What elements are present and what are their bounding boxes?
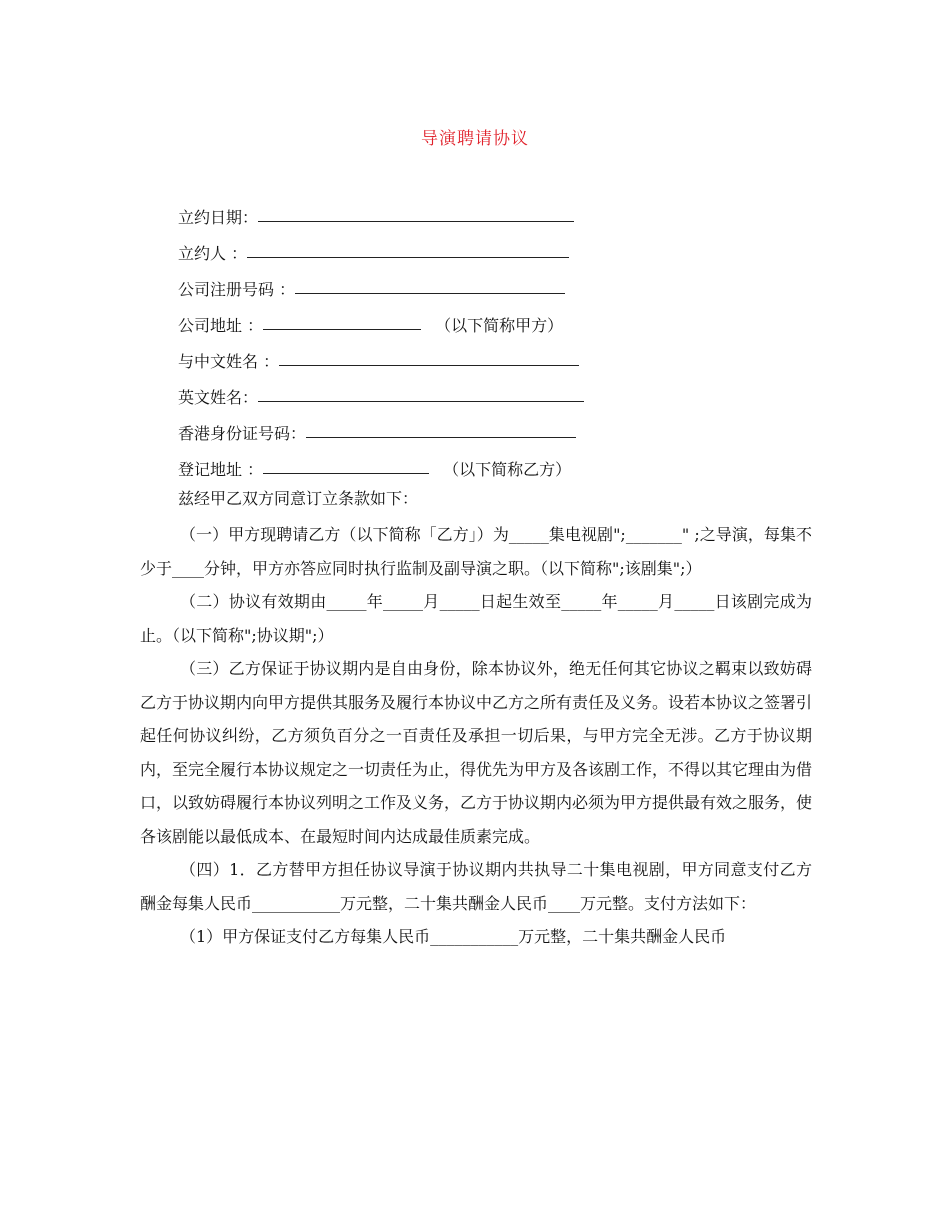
field-sign-date xyxy=(178,192,818,228)
intro-text: 兹经甲乙双方同意订立条款如下： xyxy=(178,489,419,508)
field-company-address xyxy=(178,300,818,336)
field-label: 公司注册号码 ： xyxy=(178,280,296,299)
blank-line[interactable] xyxy=(258,400,584,402)
party-info-fields xyxy=(178,192,818,480)
clause-3: （三）乙方保证于协议期内是自由身份，除本协议外，绝无任何其它协议之羁束以致妨碍乙方于协议期内向甲方提供其服务及履行本协议中乙方之所有责任及义务。设若本协议之签署引起任何协议纠纷，乙方须负百分之一百责任及承担一切后果，与甲方完全无涉。乙方于协议期内，至完全履行本协议规定之一切责任为止，得优先为甲方及各该剧工作，不得以其它理由为借口，以致妨碍履行本协议列明之工作及义务，乙方于协议期内必须为甲方提供最有效之服务，使各该剧能以最低成本、在最短时间内达成最佳质素完成。 xyxy=(140,659,813,846)
blank-line[interactable] xyxy=(279,364,579,366)
field-label: 登记地址 ： xyxy=(178,460,264,479)
field-registered-address xyxy=(178,444,818,480)
blank-line[interactable] xyxy=(247,256,569,258)
clause-4: （四）1．乙方替甲方担任协议导演于协议期内共执导二十集电视剧，甲方同意支付乙方酬金每集人民币___________万元整，二十集共酬金人民币____万元整。支付方法如下： xyxy=(140,860,812,913)
field-label: 立约日期： xyxy=(178,208,259,227)
field-suffix: （以下简称甲方） xyxy=(435,316,564,335)
field-english-name xyxy=(178,372,818,408)
field-suffix: （以下简称乙方） xyxy=(443,460,572,479)
field-label: 英文姓名： xyxy=(178,388,259,407)
agreement-body xyxy=(140,489,813,954)
blank-line[interactable] xyxy=(295,292,565,294)
field-chinese-name xyxy=(178,336,818,372)
field-label: 香港身份证号码： xyxy=(178,424,307,443)
blank-line[interactable] xyxy=(263,472,429,474)
blank-line[interactable] xyxy=(258,220,574,222)
clause-4-1: （1）甲方保证支付乙方每集人民币___________万元整，二十集共酬金人民币 xyxy=(180,927,727,946)
field-label: 公司地址 ： xyxy=(178,316,264,335)
document-title: 导演聘请协议 xyxy=(421,129,529,149)
field-hk-id xyxy=(178,408,818,444)
field-company-reg-no xyxy=(178,264,818,300)
clause-2: （二）协议有效期由_____年_____月_____日起生效至_____年_____月_____日该剧完成为止。（以下简称";协议期";） xyxy=(140,592,812,645)
field-label: 立约人 ： xyxy=(178,244,248,263)
blank-line[interactable] xyxy=(306,436,576,438)
blank-line[interactable] xyxy=(263,328,421,330)
clause-1: （一）甲方现聘请乙方（以下简称「乙方」）为_____集电视剧";_______" ;之导演，每集不少于____分钟，甲方亦答应同时执行监制及副导演之职。（以下简称";该剧集";） xyxy=(140,525,812,578)
field-label: 与中文姓名 ： xyxy=(178,352,280,371)
field-signatory xyxy=(178,228,818,264)
